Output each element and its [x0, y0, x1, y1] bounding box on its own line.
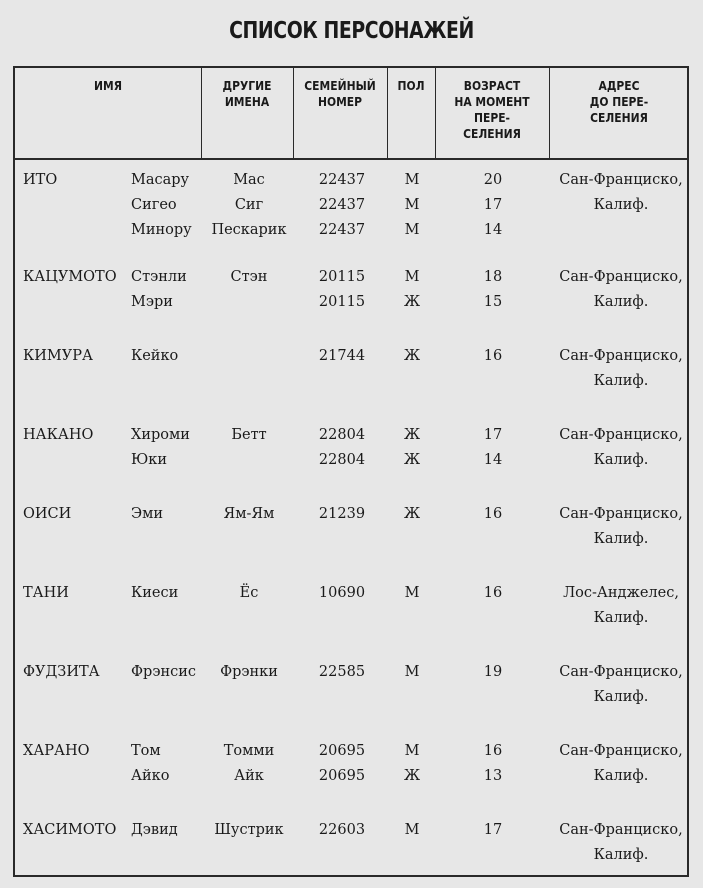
address-line: Калиф. [593, 452, 649, 468]
age-cell: 19 [483, 664, 503, 680]
family-number-cell: 22585 [318, 664, 366, 680]
header-age: ВОЗРАСТ НА МОМЕНТ ПЕРЕ- СЕЛЕНИЯ [454, 78, 530, 141]
address-line: Лос-Анджелес, [563, 585, 679, 601]
header-name: ИМЯ [94, 78, 122, 93]
character-table [13, 66, 689, 877]
sex-cell: М [404, 743, 420, 759]
address-line: Сан-Франциско, [559, 822, 683, 838]
surname-cell: ИТО [23, 172, 58, 188]
age-cell: 17 [483, 197, 503, 213]
sex-cell: М [404, 822, 420, 838]
column-divider [435, 68, 436, 160]
given-name-cell: Айко [131, 768, 170, 784]
age-cell: 16 [483, 506, 503, 522]
age-cell: 13 [483, 768, 503, 784]
other-name-cell: Фрэнки [220, 664, 278, 680]
header-family-number: СЕМЕЙНЫЙ НОМЕР [304, 78, 376, 109]
address-line: Калиф. [593, 610, 649, 626]
given-name-cell: Эми [131, 506, 164, 522]
other-name-cell: Стэн [230, 269, 268, 285]
given-name-cell: Стэнли [131, 269, 187, 285]
age-cell: 14 [483, 452, 503, 468]
address-line: Калиф. [593, 197, 649, 213]
family-number-cell: 22437 [318, 172, 366, 188]
sex-cell: Ж [403, 348, 421, 364]
address-line: Сан-Франциско, [559, 427, 683, 443]
other-name-cell: Шустрик [214, 822, 284, 838]
age-cell: 17 [483, 427, 503, 443]
family-number-cell: 20115 [318, 294, 366, 310]
sex-cell: Ж [403, 427, 421, 443]
sex-cell: Ж [403, 506, 421, 522]
family-number-cell: 10690 [318, 585, 366, 601]
address-line: Калиф. [593, 294, 649, 310]
surname-cell: НАКАНО [23, 427, 94, 443]
family-number-cell: 20695 [318, 768, 366, 784]
column-divider [549, 68, 550, 160]
address-line: Сан-Франциско, [559, 172, 683, 188]
sex-cell: М [404, 269, 420, 285]
header-address: АДРЕС ДО ПЕРЕ- СЕЛЕНИЯ [589, 78, 649, 125]
address-line: Сан-Франциско, [559, 506, 683, 522]
sex-cell: Ж [403, 294, 421, 310]
address-line: Сан-Франциско, [559, 348, 683, 364]
header-other-names: ДРУГИЕ ИМЕНА [222, 78, 272, 109]
address-line: Сан-Франциско, [559, 664, 683, 680]
sex-cell: Ж [403, 452, 421, 468]
given-name-cell: Хироми [131, 427, 190, 443]
sex-cell: М [404, 172, 420, 188]
other-name-cell: Ёс [239, 585, 259, 601]
family-number-cell: 22804 [318, 427, 366, 443]
age-cell: 20 [483, 172, 503, 188]
column-divider [293, 68, 294, 160]
surname-cell: ФУДЗИТА [23, 664, 100, 680]
family-number-cell: 20115 [318, 269, 366, 285]
age-cell: 16 [483, 585, 503, 601]
family-number-cell: 22804 [318, 452, 366, 468]
sex-cell: М [404, 585, 420, 601]
surname-cell: ОИСИ [23, 506, 72, 522]
family-number-cell: 20695 [318, 743, 366, 759]
given-name-cell: Фрэнсис [131, 664, 197, 680]
sex-cell: М [404, 197, 420, 213]
other-name-cell: Пескарик [211, 222, 287, 238]
sex-cell: М [404, 664, 420, 680]
address-line: Калиф. [593, 847, 649, 863]
other-name-cell: Сиг [234, 197, 264, 213]
surname-cell: ТАНИ [23, 585, 69, 601]
column-divider [201, 68, 202, 160]
address-line: Калиф. [593, 373, 649, 389]
address-line: Сан-Франциско, [559, 743, 683, 759]
other-name-cell: Томми [223, 743, 275, 759]
sex-cell: М [404, 222, 420, 238]
family-number-cell: 22603 [318, 822, 366, 838]
family-number-cell: 21239 [318, 506, 366, 522]
family-number-cell: 22437 [318, 222, 366, 238]
header-divider [15, 158, 687, 160]
other-name-cell: Айк [234, 768, 264, 784]
given-name-cell: Том [131, 743, 161, 759]
given-name-cell: Юки [131, 452, 168, 468]
age-cell: 17 [483, 822, 503, 838]
other-name-cell: Ям-Ям [223, 506, 275, 522]
given-name-cell: Сигео [131, 197, 177, 213]
given-name-cell: Мэри [131, 294, 173, 310]
address-line: Калиф. [593, 768, 649, 784]
given-name-cell: Кейко [131, 348, 179, 364]
other-name-cell: Бетт [231, 427, 267, 443]
address-line: Калиф. [593, 689, 649, 705]
age-cell: 14 [483, 222, 503, 238]
sex-cell: Ж [403, 768, 421, 784]
given-name-cell: Минору [131, 222, 192, 238]
age-cell: 15 [483, 294, 503, 310]
surname-cell: КИМУРА [23, 348, 93, 364]
page-title: СПИСОК ПЕРСОНАЖЕЙ [229, 18, 474, 44]
given-name-cell: Масару [131, 172, 190, 188]
address-line: Сан-Франциско, [559, 269, 683, 285]
age-cell: 16 [483, 743, 503, 759]
surname-cell: ХАРАНО [23, 743, 90, 759]
family-number-cell: 22437 [318, 197, 366, 213]
column-divider [387, 68, 388, 160]
other-name-cell: Мас [233, 172, 265, 188]
given-name-cell: Киеси [131, 585, 179, 601]
family-number-cell: 21744 [318, 348, 366, 364]
surname-cell: КАЦУМОТО [23, 269, 117, 285]
address-line: Калиф. [593, 531, 649, 547]
age-cell: 18 [483, 269, 503, 285]
surname-cell: ХАСИМОТО [23, 822, 117, 838]
given-name-cell: Дэвид [131, 822, 178, 838]
header-sex: ПОЛ [397, 78, 425, 93]
age-cell: 16 [483, 348, 503, 364]
